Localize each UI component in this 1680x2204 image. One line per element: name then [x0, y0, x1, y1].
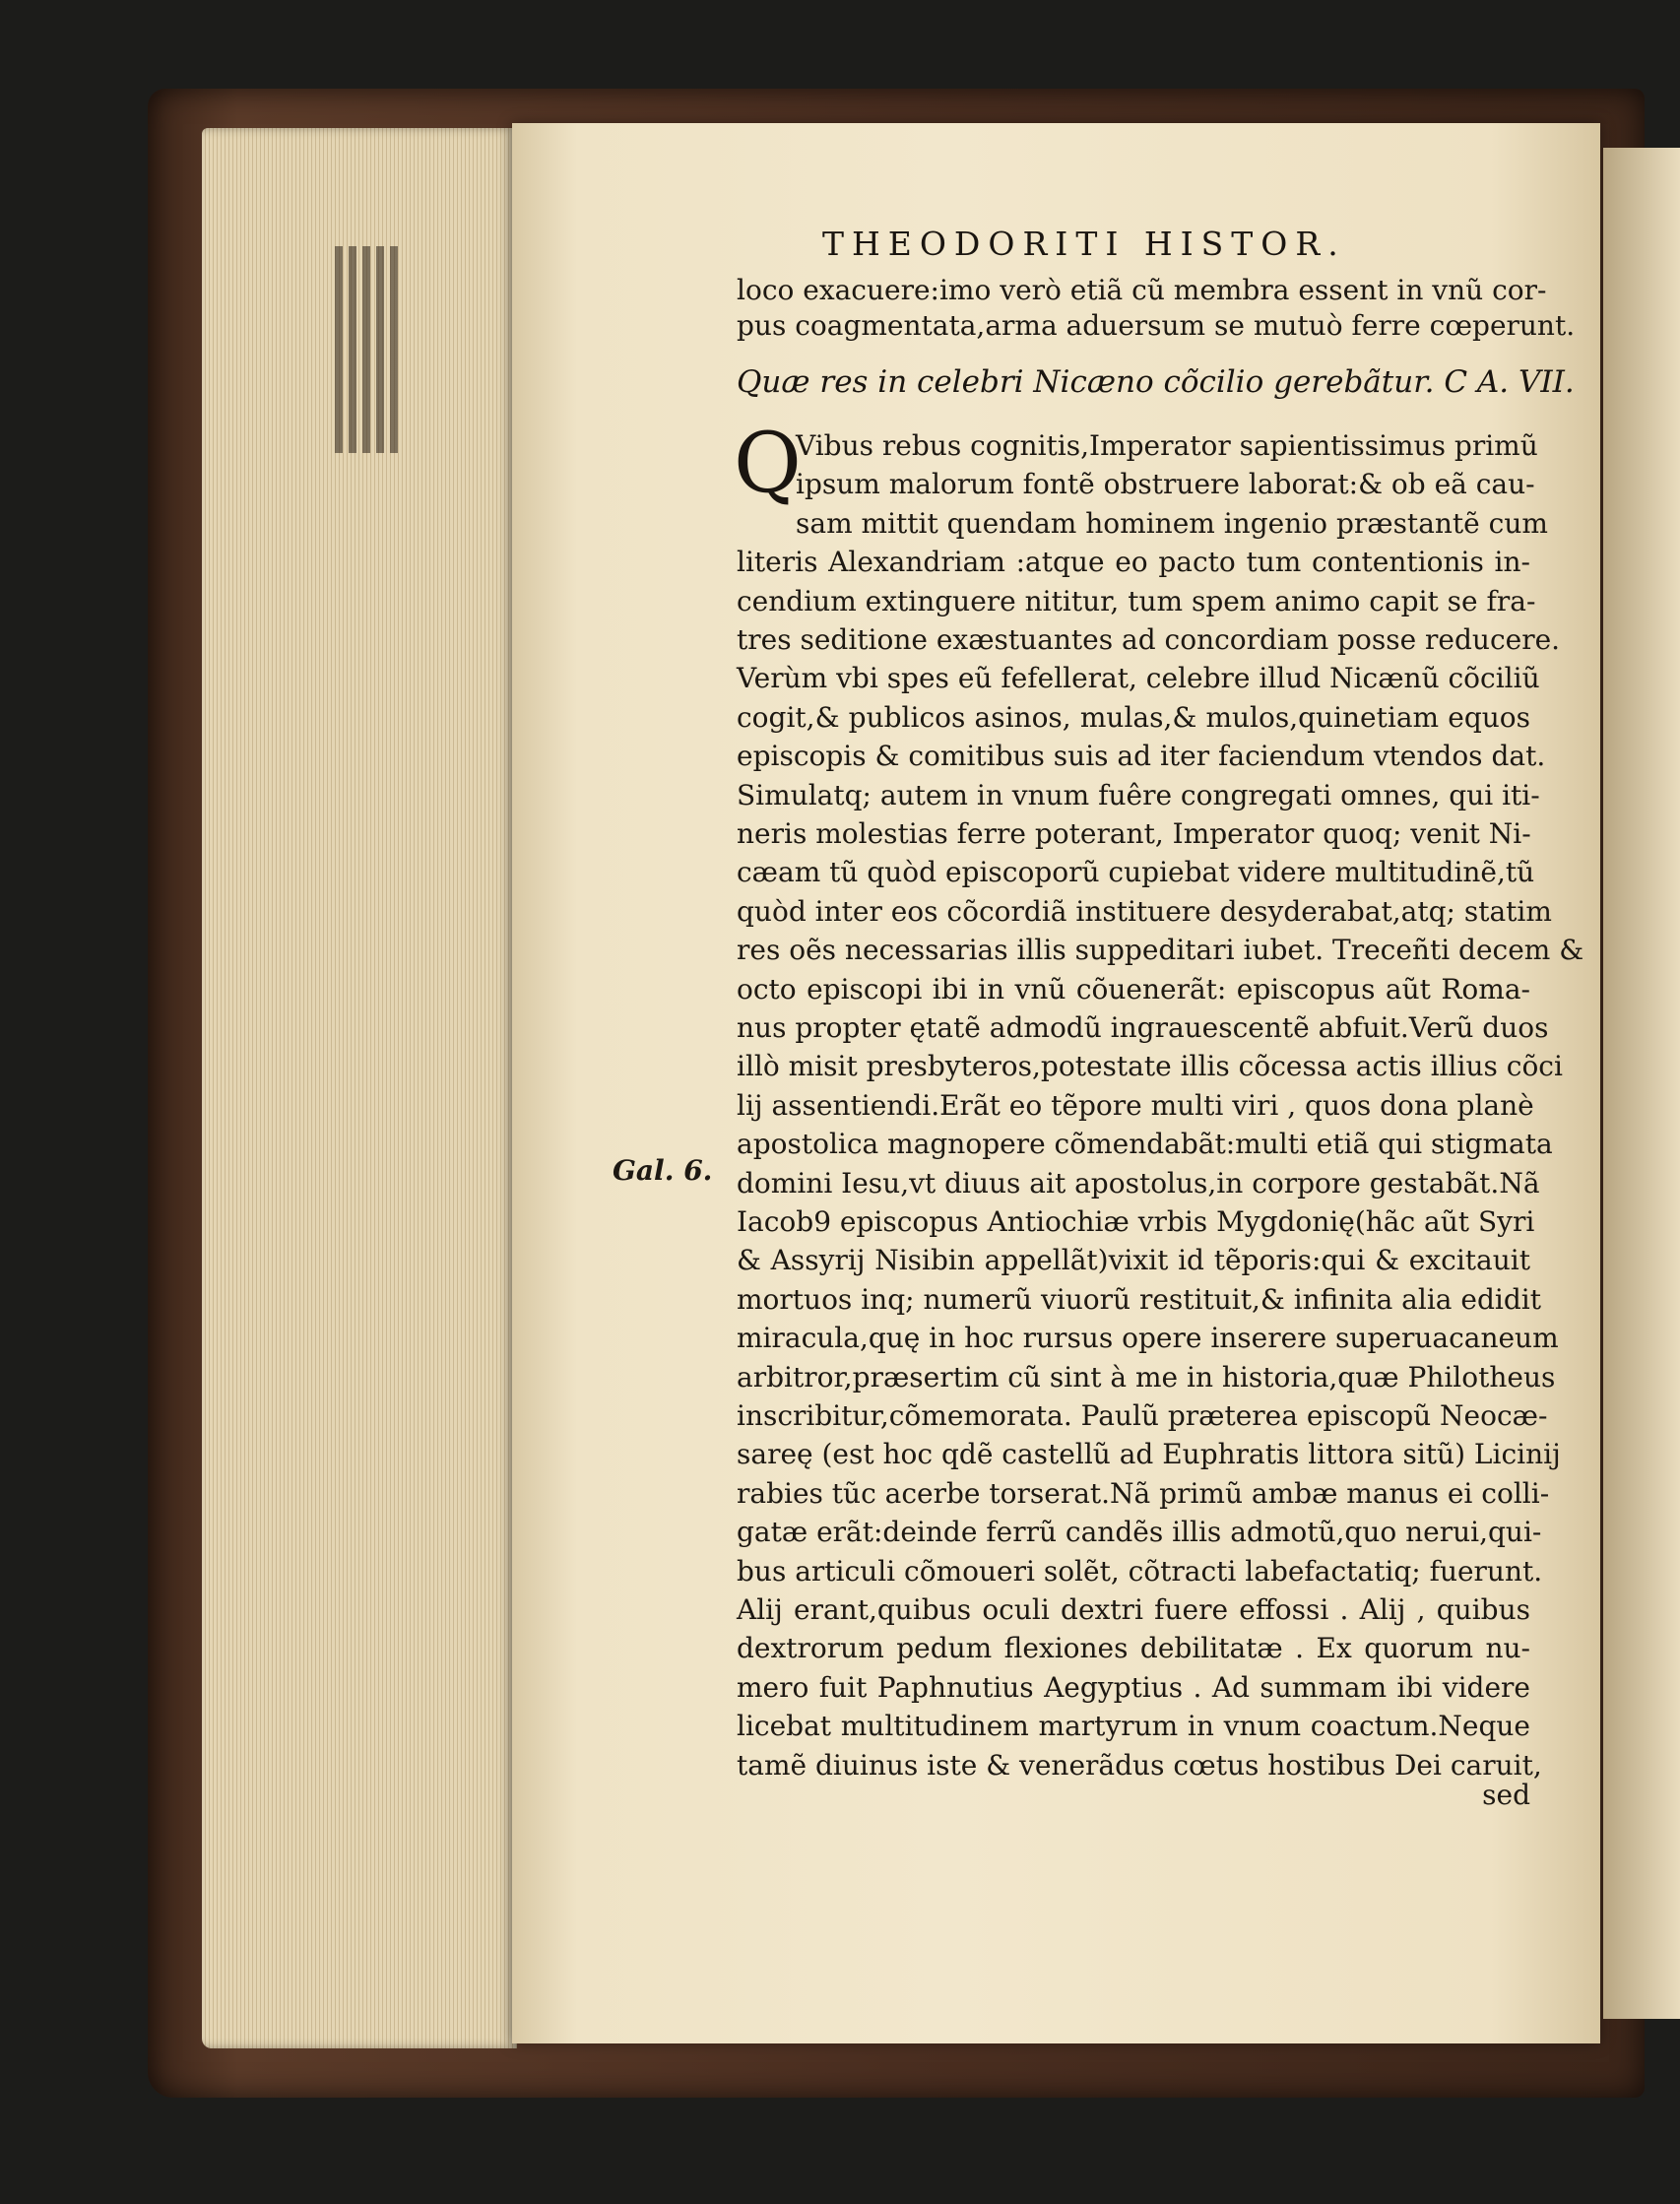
- text-line: lij assentiendi.Erãt eo tẽpore multi viri , quos dona planè: [737, 1088, 1534, 1122]
- text-line: Simulatq; autem in vnum fuêre congregati omnes, qui iti-: [737, 778, 1540, 811]
- text-line: episcopis & comitibus suis ad iter faciendum vtendos dat.: [737, 740, 1546, 773]
- text-line: illò misit presbyteros,potestate illis cõcessa actis illius cõci: [737, 1050, 1563, 1083]
- text-line: literis Alexandriam :atque eo pacto tum contentionis in-: [737, 546, 1530, 579]
- text-line: mero fuit Paphnutius Aegyptius . Ad summam ibi videre: [737, 1670, 1530, 1704]
- text-line: inscribitur,cõmemorata. Paulũ præterea episcopũ Neocæ-: [737, 1399, 1548, 1432]
- text-line: res oẽs necessarias illis suppeditari iubet. Treceñti decem &: [737, 934, 1584, 967]
- text-line: pus coagmentata,arma aduersum se mutuò ferre cœperunt.: [737, 309, 1576, 342]
- text-line: tres seditione exæstuantes ad concordiam posse reducere.: [737, 623, 1561, 656]
- text-line: nus propter ętatẽ admodũ ingrauescentẽ abfuit.Verũ duos: [737, 1011, 1549, 1044]
- text-line: apostolica magnopere cõmendabãt:multi etiã qui stigmata: [737, 1128, 1553, 1161]
- text-line: Iacob9 episcopus Antiochiæ vrbis Mygdonię(hãc aũt Syri: [737, 1205, 1535, 1238]
- text-line: Verùm vbi spes eũ fefellerat, celebre illud Nicænũ cõciliũ: [737, 662, 1540, 695]
- chapter-title: Quæ res in celebri Nicæno cõcilio gerebãtur. C A. VII.: [737, 364, 1575, 400]
- text-line: neris molestias ferre poterant, Imperator quoq; venit Ni-: [737, 817, 1531, 850]
- running-head: THEODORITI HISTOR.: [822, 225, 1346, 263]
- text-line: Vibus rebus cognitis,Imperator sapientissimus primũ: [796, 429, 1538, 462]
- drop-cap: Q: [734, 415, 802, 511]
- text-line: bus articuli cõmoueri solẽt, cõtracti labefactatiq; fuerunt.: [737, 1554, 1543, 1588]
- text-line: Alij erant,quibus oculi dextri fuere effossi . Alij , quibus: [737, 1593, 1530, 1626]
- facing-page-edge: [1603, 148, 1680, 2019]
- text-line: cendium extinguere nititur, tum spem animo capit se fra-: [737, 584, 1536, 617]
- text-line: sareę (est hoc qdẽ castellũ ad Euphratis littora sitũ) Licinij: [737, 1438, 1561, 1471]
- text-line: miracula,quę in hoc rursus opere inserere superuacaneum: [737, 1322, 1559, 1355]
- text-line: cæam tũ quòd episcoporũ cupiebat videre multitudinẽ,tũ: [737, 856, 1535, 889]
- text-line: tamẽ diuinus iste & venerãdus cœtus hostibus Dei caruit,: [737, 1748, 1542, 1782]
- page-edges: [202, 128, 517, 2048]
- text-line: domini Iesu,vt diuus ait apostolus,in corpore gestabãt.Nã: [737, 1166, 1540, 1199]
- edge-marking: [335, 246, 404, 453]
- text-line: loco exacuere:imo verò etiã cũ membra essent in vnũ cor-: [737, 274, 1547, 306]
- text-line: octo episcopi ibi in vnũ cõuenerãt: episcopus aũt Roma-: [737, 972, 1530, 1005]
- text-line: licebat multitudinem martyrum in vnum coactum.Neque: [737, 1710, 1530, 1743]
- text-line: gatæ erãt:deinde ferrũ candẽs illis admotũ,quo nerui,qui-: [737, 1516, 1542, 1549]
- text-line: ipsum malorum fontẽ obstruere laborat:& ob eã cau-: [796, 468, 1535, 501]
- margin-note: Gal. 6.: [613, 1154, 713, 1187]
- text-line: arbitror,præsertim cũ sint à me in historia,quæ Philotheus: [737, 1360, 1556, 1394]
- text-line: mortuos inq; numerũ viuorũ restituit,& infinita alia edidit: [737, 1282, 1541, 1316]
- text-line: rabies tũc acerbe torserat.Nã primũ ambæ manus ei colli-: [737, 1476, 1550, 1510]
- catchword: sed: [1482, 1779, 1530, 1811]
- text-line: sam mittit quendam hominem ingenio præstantẽ cum: [796, 506, 1548, 540]
- text-line: dextrorum pedum flexiones debilitatæ . Ex quorum nu-: [737, 1632, 1530, 1665]
- text-line: quòd inter eos cõcordiã instituere desyderabat,atq; statim: [737, 894, 1552, 928]
- text-line: cogit,& publicos asinos, mulas,& mulos,quinetiam equos: [737, 700, 1530, 734]
- text-line: & Assyrij Nisibin appellãt)vixit id tẽporis:qui & excitauit: [737, 1244, 1530, 1277]
